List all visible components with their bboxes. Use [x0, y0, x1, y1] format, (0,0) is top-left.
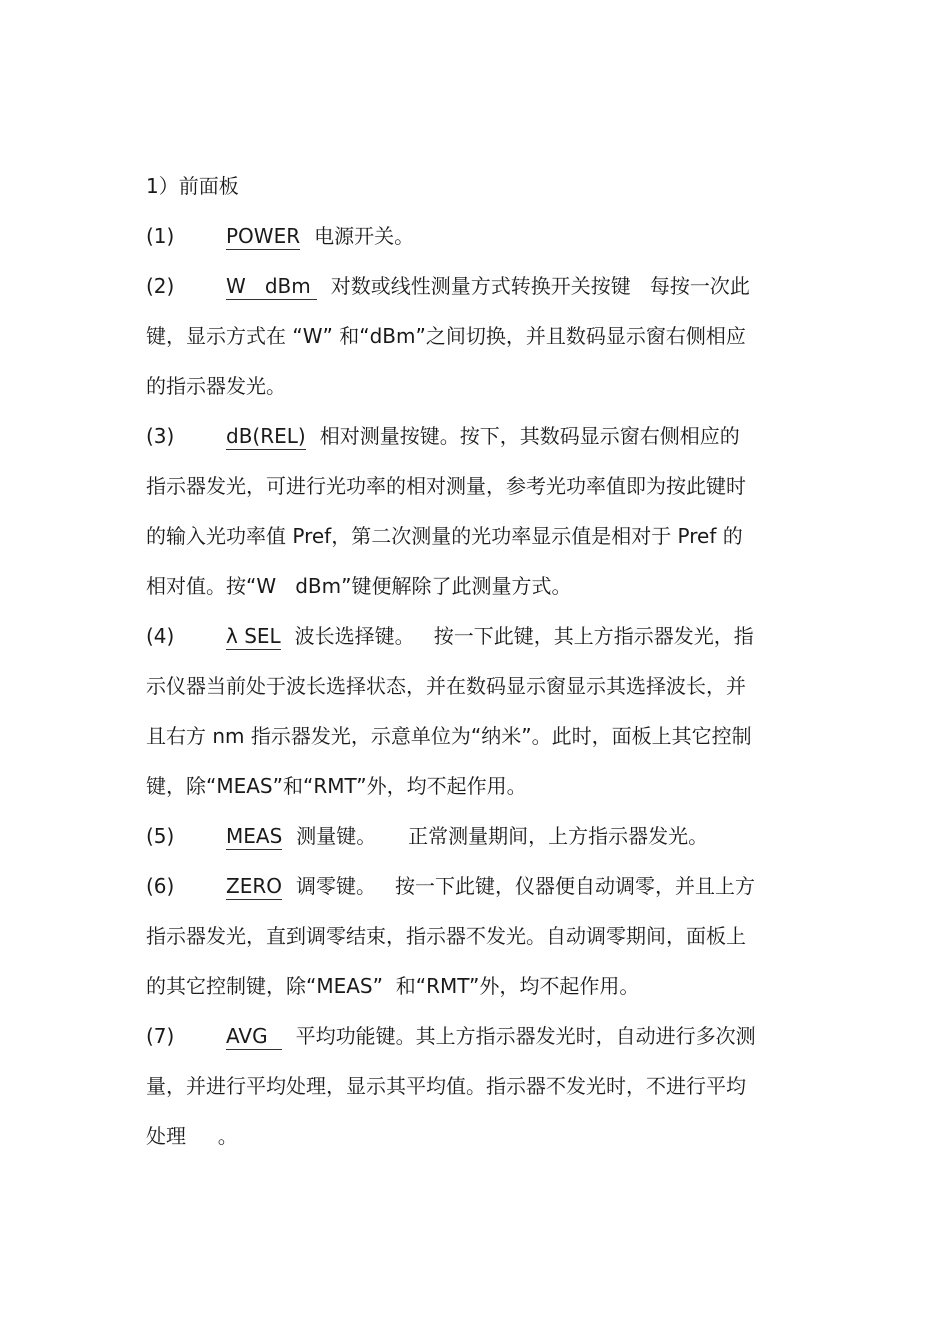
item-number: (4) — [146, 624, 175, 648]
item-2-line-2: 键，显示方式在 “W” 和“dBm”之间切换，并且数码显示窗右侧相应 — [146, 324, 746, 348]
item-text: 测量键。 正常测量期间，上方指示器发光。 — [296, 824, 709, 848]
key-zero: ZERO — [226, 874, 282, 898]
item-number: (2) — [146, 274, 175, 298]
item-6-line-3: 的其它控制键，除“MEAS” 和“RMT”外，均不起作用。 — [146, 974, 640, 998]
item-text: 相对测量按键。按下，其数码显示窗右侧相应的 — [319, 424, 740, 448]
item-5 — [146, 822, 708, 850]
item-text: 电源开关。 — [314, 224, 415, 248]
section-heading: 1）前面板 — [146, 174, 239, 198]
item-3-line-3: 的输入光功率值 Pref，第二次测量的光功率显示值是相对于 Pref 的 — [146, 524, 743, 548]
item-4-line-2: 示仪器当前处于波长选择状态，并在数码显示窗显示其选择波长，并 — [146, 674, 746, 698]
item-2 — [146, 272, 750, 300]
item-text: 平均功能键。其上方指示器发光时，自动进行多次测 — [295, 1024, 756, 1048]
key-meas: MEAS — [226, 824, 283, 848]
key-lambda-sel: λ SEL — [226, 624, 281, 648]
item-number: (1) — [146, 224, 175, 248]
key-db-rel: dB(REL) — [226, 424, 306, 448]
item-text: 波长选择键。 按一下此键，其上方指示器发光，指 — [294, 624, 754, 648]
item-4-line-3: 且右方 nm 指示器发光，示意单位为“纳米”。此时，面板上其它控制 — [146, 724, 752, 748]
item-7-line-2: 量，并进行平均处理，显示其平均值。指示器不发光时，不进行平均 — [146, 1074, 746, 1098]
key-power: POWER — [226, 224, 301, 248]
item-2-line-3: 的指示器发光。 — [146, 374, 286, 398]
item-3 — [146, 422, 740, 450]
item-number: (5) — [146, 824, 175, 848]
key-w-dbm: W dBm — [226, 274, 317, 300]
item-7-line-3: 处理 。 — [146, 1124, 238, 1148]
item-6 — [146, 872, 755, 900]
item-number: (7) — [146, 1024, 175, 1048]
item-4 — [146, 622, 754, 650]
item-text: 调零键。 按一下此键，仪器便自动调零，并且上方 — [295, 874, 756, 898]
item-7 — [146, 1022, 756, 1050]
item-4-line-4: 键，除“MEAS”和“RMT”外，均不起作用。 — [146, 774, 527, 798]
key-avg: AVG — [226, 1024, 282, 1050]
item-3-line-2: 指示器发光，可进行光功率的相对测量，参考光功率值即为按此键时 — [146, 474, 746, 498]
item-number: (3) — [146, 424, 175, 448]
item-text: 对数或线性测量方式转换开关按键 每按一次此 — [330, 274, 750, 298]
item-6-line-2: 指示器发光，直到调零结束，指示器不发光。自动调零期间，面板上 — [146, 924, 746, 948]
item-3-line-4: 相对值。按“W dBm”键便解除了此测量方式。 — [146, 574, 572, 598]
item-1 — [146, 222, 414, 250]
item-number: (6) — [146, 874, 175, 898]
